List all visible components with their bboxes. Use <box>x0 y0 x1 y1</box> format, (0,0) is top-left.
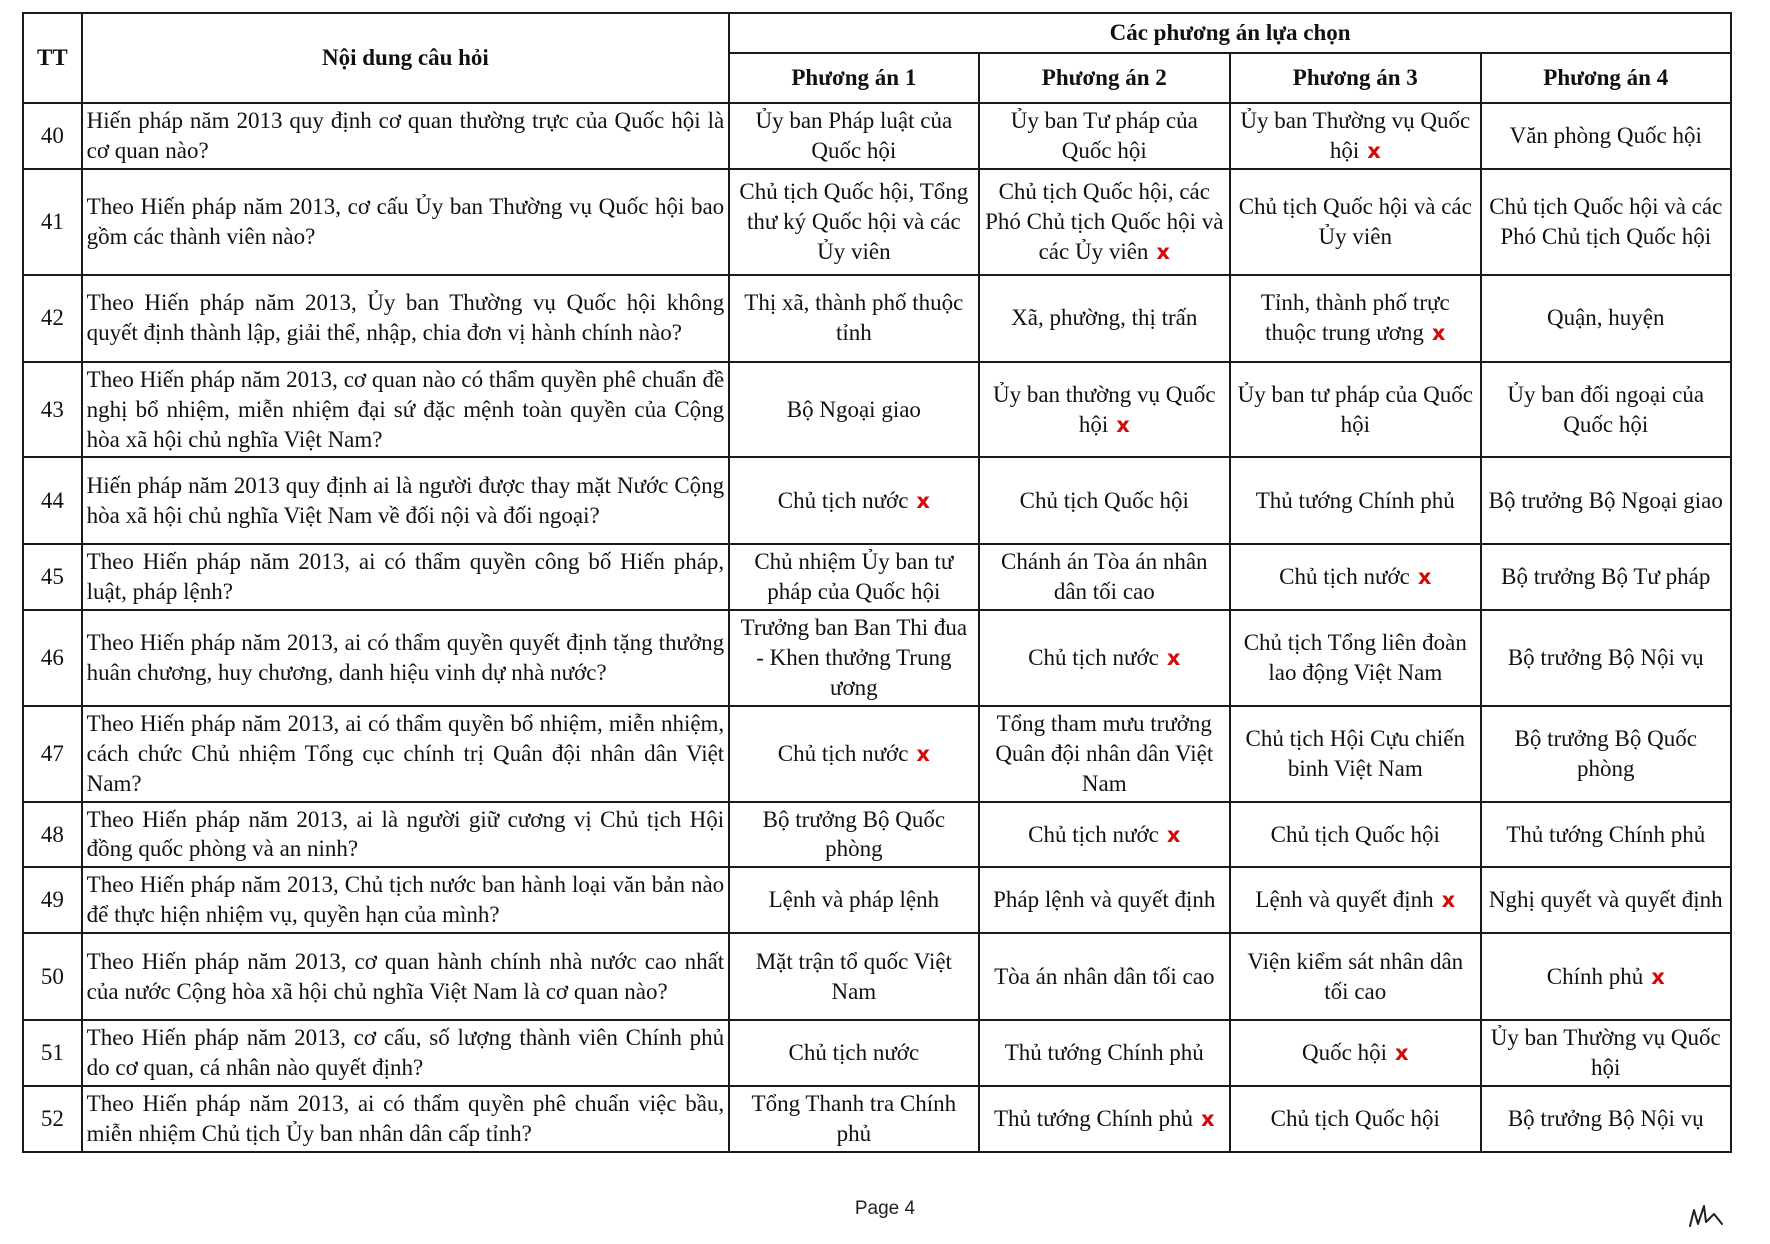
option-cell-2 <box>979 103 1231 169</box>
option-text: Quận, huyện <box>1546 305 1665 331</box>
option-2-header: Phương án 2 <box>979 53 1231 103</box>
question-rows <box>23 103 1731 1152</box>
option-text: Chủ tịch nước <box>1028 821 1159 847</box>
option-text: Ủy ban Tư pháp của Quốc hội <box>1010 108 1198 163</box>
option-cell-2 <box>979 169 1231 275</box>
question-row <box>23 1086 1731 1152</box>
option-text: Bộ trưởng Bộ Nội vụ <box>1507 1105 1704 1131</box>
option-cell-2 <box>979 867 1231 933</box>
option-cell-4 <box>1481 802 1732 868</box>
question-text: Theo Hiến pháp năm 2013, cơ cấu, số lượng thành viên Chính phủ do cơ quan, cá nhân nào quyết định? <box>82 1020 730 1086</box>
question-number: 44 <box>23 457 82 544</box>
question-number: 40 <box>23 103 82 169</box>
option-text: Thủ tướng Chính phủ <box>993 1105 1194 1131</box>
option-text: Lệnh và quyết định <box>1255 887 1434 913</box>
option-text: Quốc hội <box>1302 1040 1387 1066</box>
option-cell-1 <box>729 457 978 544</box>
answer-mark: x <box>1651 964 1665 989</box>
option-cell-2 <box>979 933 1231 1020</box>
question-row <box>23 610 1731 706</box>
option-text: Xã, phường, thị trấn <box>1011 305 1198 331</box>
question-number: 51 <box>23 1020 82 1086</box>
answer-mark: x <box>1441 888 1456 913</box>
option-text: Thủ tướng Chính phủ <box>1506 821 1706 847</box>
question-text: Theo Hiến pháp năm 2013, ai có thẩm quyền phê chuẩn việc bầu, miễn nhiệm Chủ tịch Ủy ban nhân dân cấp tỉnh? <box>82 1086 730 1152</box>
option-text: Chủ tịch Quốc hội và các Ủy viên <box>1238 193 1472 249</box>
option-text: Mặt trận tổ quốc Việt Nam <box>755 948 952 1004</box>
option-cell-4 <box>1481 275 1732 362</box>
answer-mark: x <box>1166 646 1181 671</box>
option-text: Thủ tướng Chính phủ <box>1255 488 1455 513</box>
question-table <box>22 12 1732 1153</box>
option-text: Bộ trưởng Bộ Ngoại giao <box>1488 488 1723 513</box>
question-row <box>23 275 1731 362</box>
option-cell-3 <box>1230 933 1480 1020</box>
question-number: 45 <box>23 544 82 610</box>
option-cell-3 <box>1230 610 1480 706</box>
option-cell-2 <box>979 544 1231 610</box>
option-cell-3 <box>1230 169 1480 275</box>
question-row <box>23 706 1731 802</box>
option-text: Chủ tịch Quốc hội <box>1270 1105 1440 1131</box>
question-number: 48 <box>23 802 82 868</box>
option-text: Bộ trưởng Bộ Quốc phòng <box>1514 725 1697 781</box>
option-cell-3 <box>1230 1086 1480 1152</box>
option-4-header: Phương án 4 <box>1481 53 1732 103</box>
option-cell-4 <box>1481 867 1732 933</box>
option-text: Chủ tịch Quốc hội và các Phó Chủ tịch Quốc hội <box>1489 193 1723 249</box>
option-cell-2 <box>979 275 1231 362</box>
option-cell-3 <box>1230 362 1480 458</box>
question-row <box>23 169 1731 275</box>
option-text: Chủ tịch Hội Cựu chiến binh Việt Nam <box>1245 725 1465 781</box>
answer-mark: x <box>1166 822 1181 847</box>
question-text: Hiến pháp năm 2013 quy định cơ quan thường trực của Quốc hội là cơ quan nào? <box>82 103 730 169</box>
option-text: Bộ trưởng Bộ Nội vụ <box>1507 645 1704 671</box>
handwritten-initials <box>1686 1200 1726 1239</box>
answer-mark: x <box>1431 321 1446 346</box>
option-cell-3 <box>1230 544 1480 610</box>
option-text: Chủ tịch nước <box>1279 564 1410 590</box>
answer-mark: x <box>1394 1041 1409 1066</box>
option-cell-1 <box>729 706 978 802</box>
option-cell-4 <box>1481 1086 1732 1152</box>
option-cell-4 <box>1481 362 1732 458</box>
option-text: Lệnh và pháp lệnh <box>768 887 940 913</box>
question-number: 50 <box>23 933 82 1020</box>
question-text: Theo Hiến pháp năm 2013, cơ quan hành chính nhà nước cao nhất của nước Cộng hòa xã hội chủ nghĩa Việt Nam là cơ quan nào? <box>82 933 730 1020</box>
option-text: Chủ nhiệm Ủy ban tư pháp của Quốc hội <box>754 549 954 605</box>
option-text: Bộ trưởng Bộ Tư pháp <box>1501 564 1711 590</box>
option-cell-3 <box>1230 275 1480 362</box>
option-text: Bộ Ngoại giao <box>786 396 921 422</box>
header-row <box>23 13 1731 53</box>
option-text: Trưởng ban Ban Thi đua - Khen thưởng Trung ương <box>740 615 968 701</box>
question-text: Theo Hiến pháp năm 2013, ai là người giữ cương vị Chủ tịch Hội đồng quốc phòng và an ninh? <box>82 802 730 868</box>
question-text: Theo Hiến pháp năm 2013, ai có thẩm quyền quyết định tặng thưởng huân chương, huy chương, danh hiệu vinh dự nhà nước? <box>82 610 730 706</box>
question-number: 49 <box>23 867 82 933</box>
signature-mark <box>1686 1200 1726 1234</box>
option-text: Tổng Thanh tra Chính phủ <box>751 1090 957 1146</box>
question-number: 41 <box>23 169 82 275</box>
option-cell-2 <box>979 457 1231 544</box>
option-cell-4 <box>1481 544 1732 610</box>
question-row <box>23 802 1731 868</box>
option-text: Nghị quyết và quyết định <box>1488 887 1723 913</box>
answer-mark: x <box>1417 565 1432 590</box>
option-cell-1 <box>729 610 978 706</box>
option-cell-1 <box>729 169 978 275</box>
answer-mark: x <box>1367 138 1381 163</box>
option-text: Bộ trưởng Bộ Quốc phòng <box>762 806 946 862</box>
option-text: Chánh án Tòa án nhân dân tối cao <box>1001 549 1208 605</box>
question-number: 42 <box>23 275 82 362</box>
option-cell-2 <box>979 802 1231 868</box>
option-text: Chủ tịch nước <box>1028 645 1159 671</box>
option-cell-3 <box>1230 457 1480 544</box>
option-text: Văn phòng Quốc hội <box>1509 122 1702 148</box>
option-text: Ủy ban thường vụ Quốc hội <box>992 381 1216 437</box>
question-text: Theo Hiến pháp năm 2013, Chủ tịch nước ban hành loại văn bản nào để thực hiện nhiệm vụ, quyền hạn của mình? <box>82 867 730 933</box>
option-text: Chủ tịch Quốc hội <box>1019 488 1189 513</box>
option-cell-4 <box>1481 706 1732 802</box>
option-text: Ủy ban Thường vụ Quốc hội <box>1240 108 1471 163</box>
option-text: Chủ tịch Tổng liên đoàn lao động Việt Nam <box>1243 630 1467 686</box>
option-text: Ủy ban tư pháp của Quốc hội <box>1237 381 1473 437</box>
answer-mark: x <box>1156 239 1170 264</box>
option-cell-4 <box>1481 1020 1732 1086</box>
option-text: Thủ tướng Chính phủ <box>1004 1040 1204 1066</box>
option-text: Pháp lệnh và quyết định <box>993 887 1216 913</box>
option-cell-1 <box>729 1020 978 1086</box>
option-cell-4 <box>1481 933 1732 1020</box>
question-number: 43 <box>23 362 82 458</box>
question-number: 46 <box>23 610 82 706</box>
answer-mark: x <box>916 741 930 766</box>
option-cell-1 <box>729 1086 978 1152</box>
option-text: Chủ tịch nước <box>777 740 909 766</box>
option-cell-1 <box>729 802 978 868</box>
option-text: Chủ tịch Quốc hội, các Phó Chủ tịch Quốc hội và các Ủy viên <box>985 178 1224 264</box>
option-text: Chủ tịch nước <box>788 1040 920 1066</box>
option-text: Chủ tịch nước <box>777 488 909 513</box>
option-text: Ủy ban Thường vụ Quốc hội <box>1490 1025 1721 1081</box>
option-text: Chủ tịch Quốc hội <box>1270 821 1440 847</box>
option-cell-3 <box>1230 802 1480 868</box>
option-cell-4 <box>1481 610 1732 706</box>
option-cell-3 <box>1230 103 1480 169</box>
question-number: 47 <box>23 706 82 802</box>
question-text: Theo Hiến pháp năm 2013, Ủy ban Thường vụ Quốc hội không quyết định thành lập, giải thể, nhập, chia đơn vị hành chính nào? <box>82 275 730 362</box>
question-row <box>23 103 1731 169</box>
option-cell-1 <box>729 362 978 458</box>
option-cell-4 <box>1481 103 1732 169</box>
tt-header: TT <box>23 13 82 103</box>
option-1-header: Phương án 1 <box>729 53 978 103</box>
answer-mark: x <box>1201 1106 1215 1131</box>
option-3-header: Phương án 3 <box>1230 53 1480 103</box>
quiz-sheet <box>22 12 1732 1153</box>
option-cell-2 <box>979 1086 1231 1152</box>
question-row <box>23 362 1731 458</box>
question-header: Nội dung câu hỏi <box>82 13 730 103</box>
option-cell-1 <box>729 544 978 610</box>
option-cell-2 <box>979 706 1231 802</box>
option-text: Chủ tịch Quốc hội, Tổng thư ký Quốc hội và các Ủy viên <box>739 178 969 264</box>
option-text: Tổng tham mưu trưởng Quân đội nhân dân Việt Nam <box>995 710 1214 796</box>
page-number: Page 4 <box>854 1198 916 1219</box>
option-cell-2 <box>979 1020 1231 1086</box>
answer-mark: x <box>1116 412 1130 437</box>
option-cell-2 <box>979 610 1231 706</box>
option-cell-1 <box>729 103 978 169</box>
question-row <box>23 457 1731 544</box>
question-row <box>23 933 1731 1020</box>
question-row <box>23 867 1731 933</box>
option-text: Chính phủ <box>1546 963 1644 989</box>
question-text: Theo Hiến pháp năm 2013, ai có thẩm quyền bổ nhiệm, miễn nhiệm, cách chức Chủ nhiệm Tổng cục chính trị Quân đội nhân dân Việt Nam? <box>82 706 730 802</box>
question-text: Theo Hiến pháp năm 2013, cơ cấu Ủy ban Thường vụ Quốc hội bao gồm các thành viên nào? <box>82 169 730 275</box>
answer-mark: x <box>916 489 930 513</box>
option-cell-1 <box>729 933 978 1020</box>
option-cell-3 <box>1230 867 1480 933</box>
question-row <box>23 1020 1731 1086</box>
option-cell-1 <box>729 275 978 362</box>
option-cell-4 <box>1481 169 1732 275</box>
option-text: Tỉnh, thành phố trực thuộc trung ương <box>1260 290 1450 346</box>
option-text: Tòa án nhân dân tối cao <box>994 963 1215 989</box>
option-text: Thị xã, thành phố thuộc tỉnh <box>744 290 964 346</box>
option-cell-1 <box>729 867 978 933</box>
question-text: Theo Hiến pháp năm 2013, ai có thẩm quyền công bố Hiến pháp, luật, pháp lệnh? <box>82 544 730 610</box>
question-text: Theo Hiến pháp năm 2013, cơ quan nào có thẩm quyền phê chuẩn đề nghị bổ nhiệm, miễn nhiệm đại sứ đặc mệnh toàn quyền của Cộng hòa xã hội chủ nghĩa Việt Nam? <box>82 362 730 458</box>
option-text: Ủy ban đối ngoại của Quốc hội <box>1507 381 1705 437</box>
option-cell-4 <box>1481 457 1732 544</box>
options-group-header: Các phương án lựa chọn <box>729 13 1731 53</box>
option-cell-3 <box>1230 1020 1480 1086</box>
option-text: Ủy ban Pháp luật của Quốc hội <box>755 108 953 163</box>
option-cell-2 <box>979 362 1231 458</box>
question-text: Hiến pháp năm 2013 quy định ai là người được thay mặt Nước Cộng hòa xã hội chủ nghĩa Việt Nam về đối nội và đối ngoại? <box>82 457 730 544</box>
question-row <box>23 544 1731 610</box>
option-text: Viện kiểm sát nhân dân tối cao <box>1247 948 1464 1004</box>
question-number: 52 <box>23 1086 82 1152</box>
option-cell-3 <box>1230 706 1480 802</box>
